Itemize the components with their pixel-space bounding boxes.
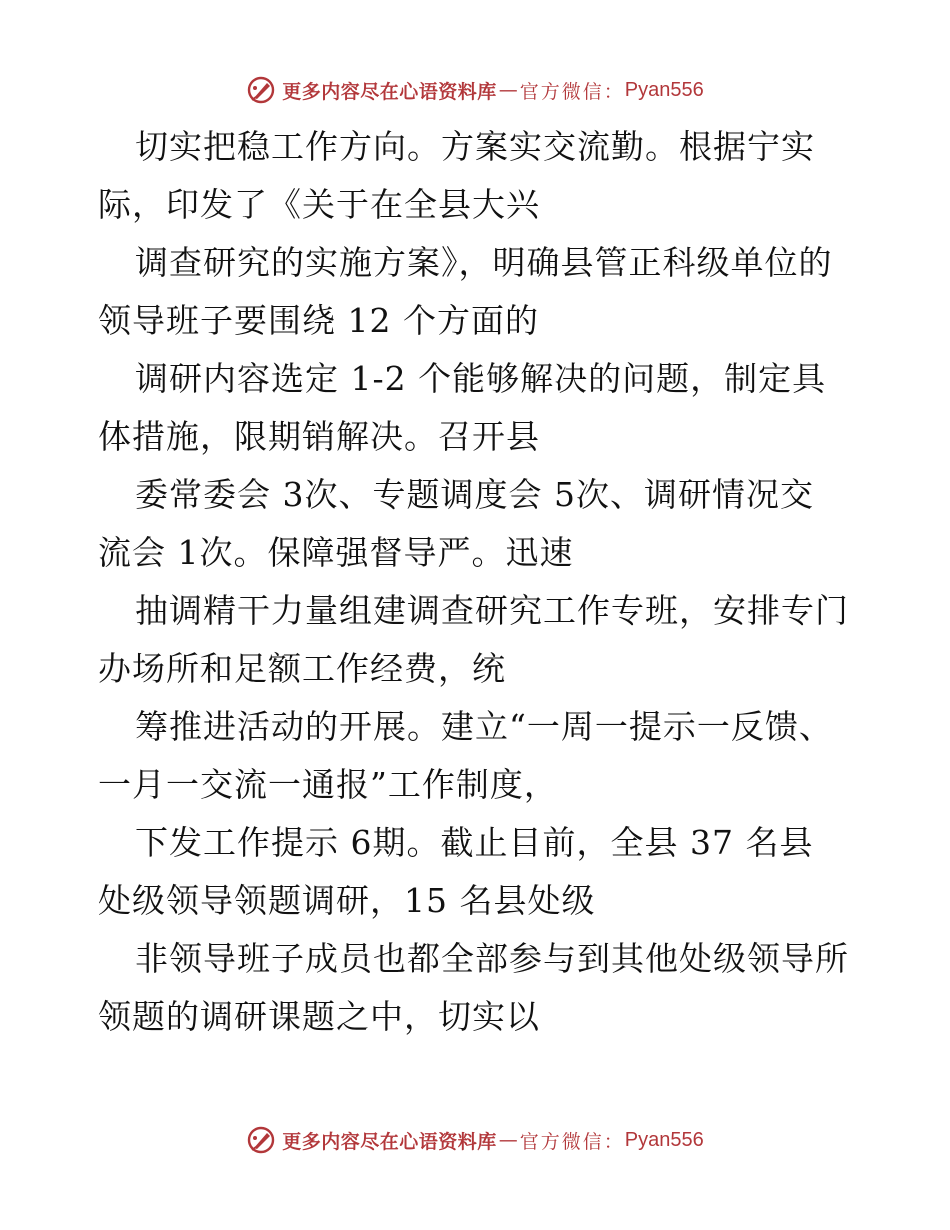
header-watermark <box>0 72 950 108</box>
watermark-separator: — <box>498 79 518 101</box>
body-line: 切实把稳工作方向。方案实交流勤。根据宁实 <box>135 127 815 166</box>
footer-watermark <box>0 1122 950 1158</box>
body-line: 体措施，限期销解决。召开县 <box>98 417 540 456</box>
feather-pen-logo-icon <box>246 75 276 105</box>
body-line: 抽调精干力量组建调查研究工作专班，安排专门 <box>135 591 849 630</box>
body-line: 领导班子要围绕 12 个方面的 <box>98 301 539 340</box>
watermark-wechat-label: 官方微信： <box>519 1130 625 1153</box>
body-line: 委常委会 3次、专题调度会 5次、调研情况交 <box>135 475 814 514</box>
body-line: 处级领导领题调研，15 名县处级 <box>98 881 596 920</box>
body-line: 际，印发了《关于在全县大兴 <box>98 185 540 224</box>
body-line: 领题的调研课题之中，切实以 <box>98 997 540 1036</box>
watermark-wechat-label: 官方微信： <box>519 80 625 103</box>
body-line: 调查研究的实施方案》，明确县管正科级单位的 <box>135 243 833 282</box>
feather-pen-logo-icon <box>246 1125 276 1155</box>
body-line: 调研内容选定 1-2 个能够解决的问题，制定具 <box>135 359 827 398</box>
watermark-wechat-id: Pyan556 <box>624 78 704 101</box>
watermark-main-text: 更多内容尽在心语资料库 <box>282 1130 497 1153</box>
watermark-separator: — <box>498 1129 518 1151</box>
watermark-wechat-id: Pyan556 <box>624 1128 704 1151</box>
body-line: 下发工作提示 6期。截止目前，全县 37 名县 <box>135 823 814 862</box>
body-line: 非领导班子成员也都全部参与到其他处级领导所 <box>135 939 849 978</box>
body-line: 一月一交流一通报”工作制度， <box>98 765 558 804</box>
body-line: 办场所和足额工作经费，统 <box>98 649 506 688</box>
document-body <box>98 118 858 1046</box>
body-line: 流会 1次。保障强督导严。迅速 <box>98 533 574 572</box>
body-line: 筹推进活动的开展。建立“一周一提示一反馈、 <box>135 707 833 746</box>
watermark-main-text: 更多内容尽在心语资料库 <box>282 80 497 103</box>
